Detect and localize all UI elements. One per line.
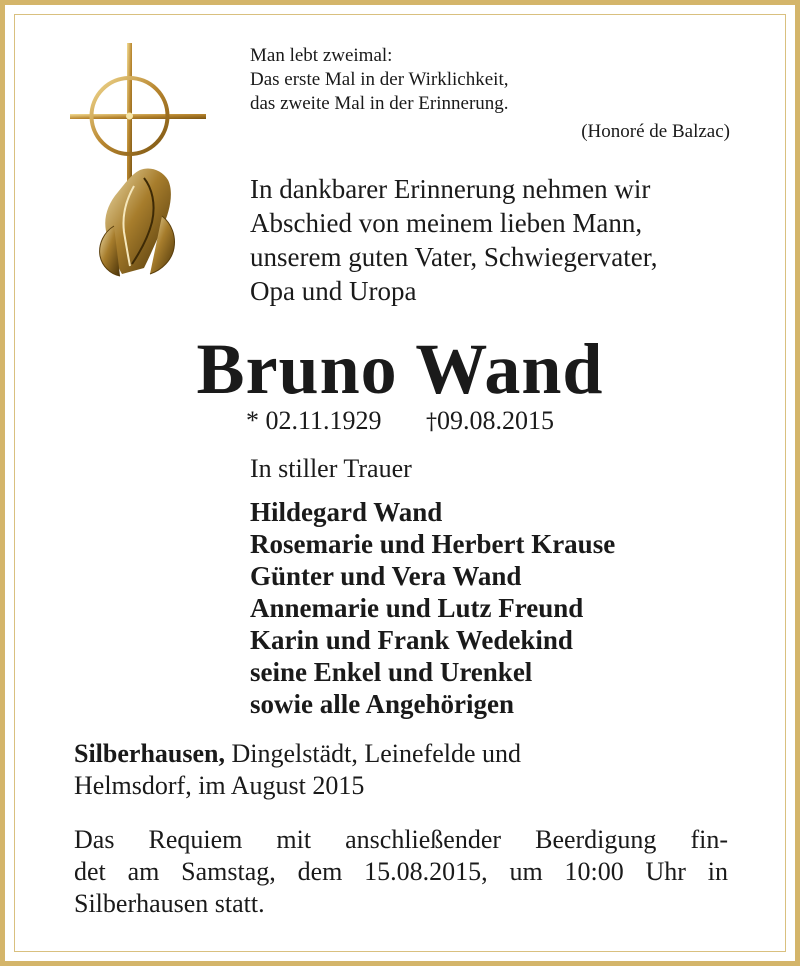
birth-date: * 02.11.1929 <box>245 406 382 435</box>
quote-line: Das erste Mal in der Wirklichkeit, <box>250 69 509 90</box>
death-cross-icon: † <box>426 410 438 435</box>
location-line <box>74 738 734 770</box>
service-line: Das Requiem mit anschließender Beerdigung fin- <box>74 825 728 854</box>
mourner-item: Rosemarie und Herbert Krause <box>250 529 616 559</box>
service-line: Silberhausen statt. <box>74 889 265 918</box>
service-notice <box>74 824 728 920</box>
mourner-item: seine Enkel und Urenkel <box>250 657 533 687</box>
intro-line: Opa und Uropa <box>250 276 417 306</box>
quote-block <box>250 44 730 144</box>
praying-hands-icon <box>100 168 175 276</box>
mourner-item: sowie alle Angehörigen <box>250 689 514 719</box>
location-line: Helmsdorf, im August 2015 <box>74 771 365 800</box>
mourner-item: Günter und Vera Wand <box>250 561 522 591</box>
deceased-name: Bruno Wand <box>196 329 604 409</box>
location-rest: Dingelstädt, Leinefelde und <box>225 739 522 768</box>
mourners-list <box>250 496 615 720</box>
quote-author: (Honoré de Balzac) <box>581 121 730 142</box>
service-line: det am Samstag, dem 15.08.2015, um 10:00 Uhr in <box>74 857 728 886</box>
death-date: 09.08.2015 <box>437 406 555 435</box>
mourner-item: Hildegard Wand <box>250 497 443 527</box>
location-date <box>74 738 734 802</box>
cross-icon <box>70 43 206 183</box>
cross-and-praying-hands-icon <box>58 38 218 288</box>
mourner-item: Annemarie und Lutz Freund <box>250 593 584 623</box>
intro-text <box>250 172 750 308</box>
intro-line: In dankbarer Erinnerung nehmen wir <box>250 174 651 204</box>
mourning-heading: In stiller Trauer <box>250 454 412 483</box>
mourner-item: Karin und Frank Wedekind <box>250 625 573 655</box>
intro-line: Abschied von meinem lieben Mann, <box>250 208 643 238</box>
quote-line: Man lebt zweimal: <box>250 45 393 66</box>
quote-line: das zweite Mal in der Erinnerung. <box>250 93 509 114</box>
life-dates <box>0 404 800 440</box>
intro-line: unserem guten Vater, Schwiegervater, <box>250 242 658 272</box>
location-place: Silberhausen, <box>74 739 225 768</box>
